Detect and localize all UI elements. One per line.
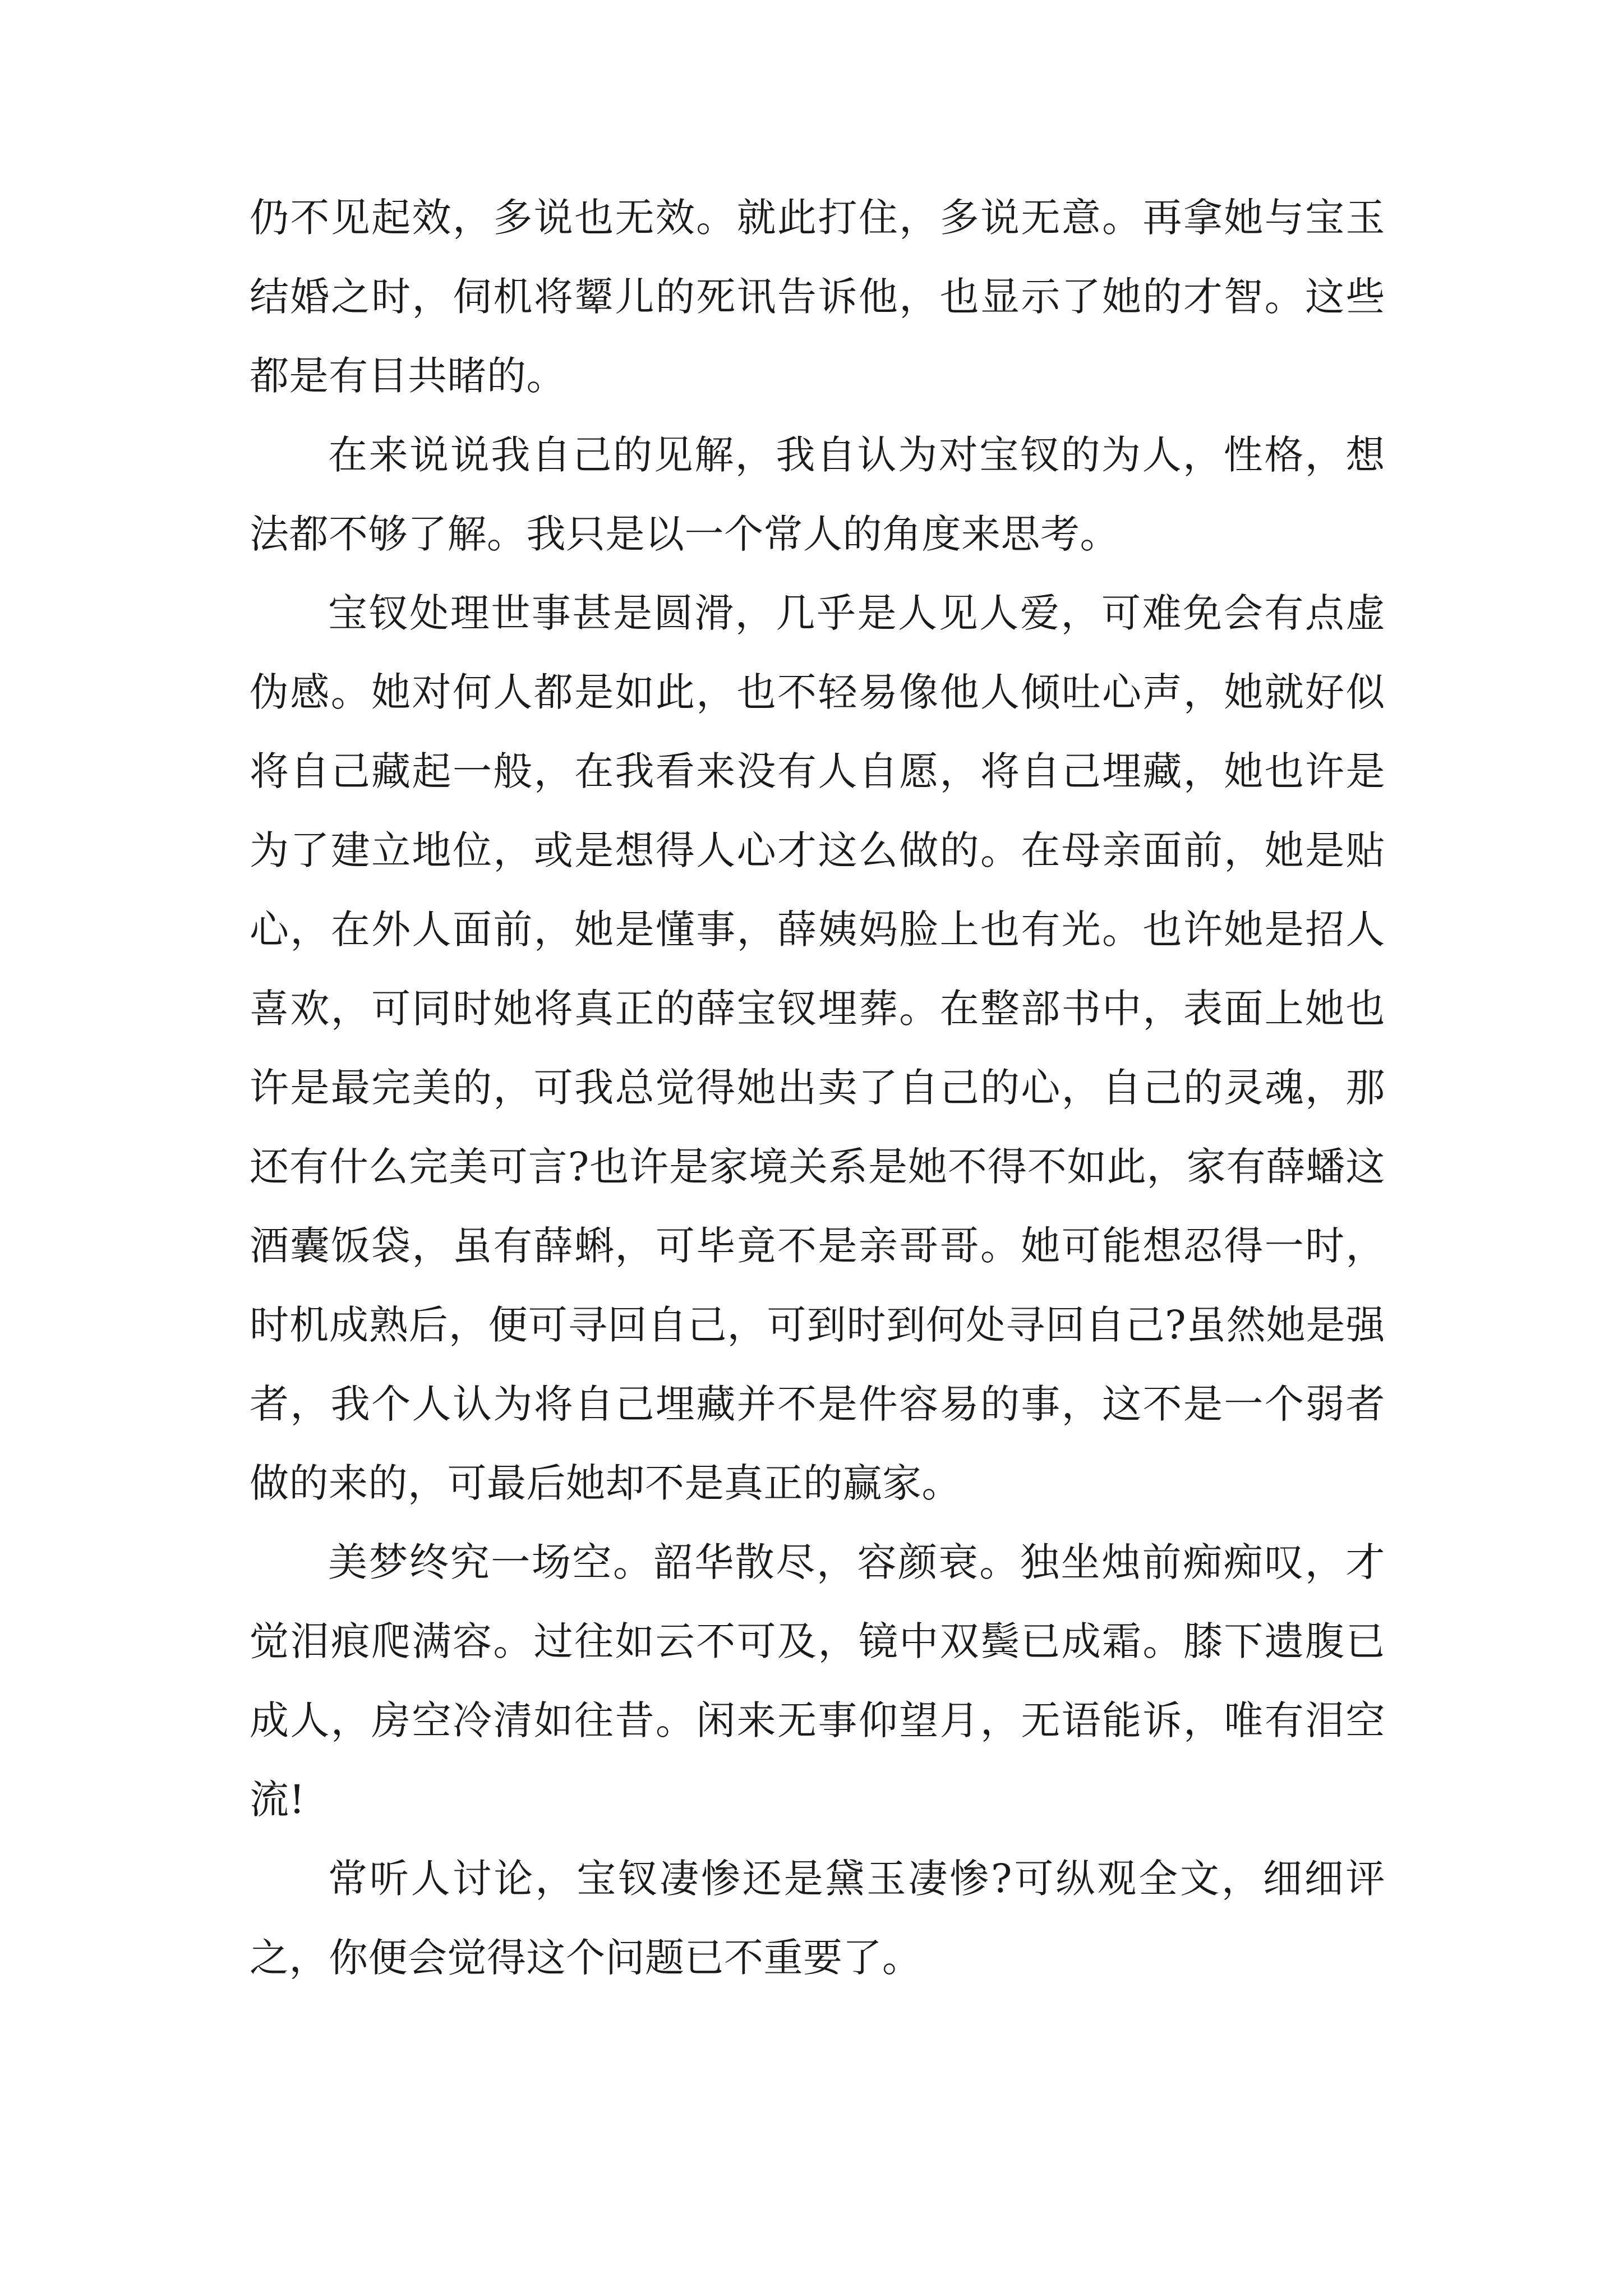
paragraph-3: 宝钗处理世事甚是圆滑，几乎是人见人爱，可难免会有点虚伪感。她对何人都是如此，也不轻易像他人倾吐心声，她就好似将自己藏起一般，在我看来没有人自愿，将自己埋藏，她也许是为了建立地位，或是想得人心才这么做的。在母亲面前，她是贴心，在外人面前，她是懂事，薛姨妈脸上也有光。也许她是招人喜欢，可同时她将真正的薛宝钗埋葬。在整部书中，表面上她也许是最完美的，可我总觉得她出卖了自己的心，自己的灵魂，那还有什么完美可言?也许是家境关系是她不得不如此，家有薛蟠这酒囊饭袋，虽有薛蝌，可毕竟不是亲哥哥。她可能想忍得一时，时机成熟后，便可寻回自己，可到时到何处寻回自己?虽然她是强者，我个人认为将自己埋藏并不是件容易的事，这不是一个弱者做的来的，可最后她却不是真正的赢家。 [250,590,1385,1506]
document-body [250,178,1385,1998]
paragraph-1: 仍不见起效，多说也无效。就此打住，多说无意。再拿她与宝玉结婚之时，伺机将颦儿的死讯告诉他，也显示了她的才智。这些都是有目共睹的。 [250,195,1385,399]
paragraph-4: 美梦终究一场空。韶华散尽，容颜衰。独坐烛前痴痴叹，才觉泪痕爬满容。过往如云不可及，镜中双鬓已成霜。膝下遗腹已成人，房空冷清如往昔。闲来无事仰望月，无语能诉，唯有泪空流! [250,1539,1385,1823]
paragraph-2: 在来说说我自己的见解，我自认为对宝钗的为人，性格，想法都不够了解。我只是以一个常人的角度来思考。 [250,432,1385,557]
paragraph-5: 常听人讨论，宝钗凄惨还是黛玉凄惨?可纵观全文，细细评之，你便会觉得这个问题已不重要了。 [250,1856,1385,1981]
